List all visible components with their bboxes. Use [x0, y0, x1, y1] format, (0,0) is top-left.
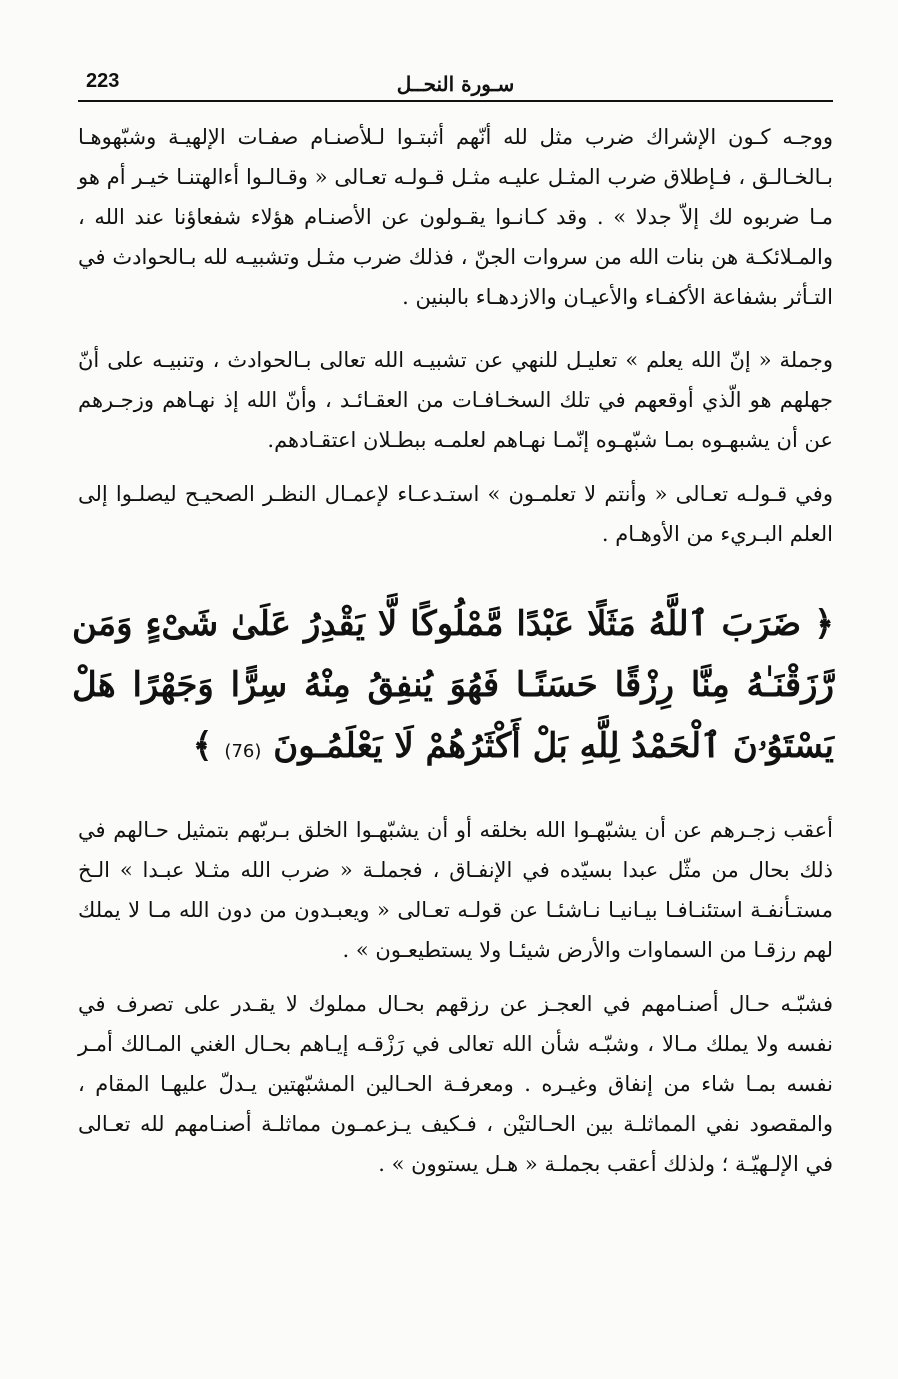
verse-close-bracket: ﴾ — [192, 726, 213, 766]
body-paragraph-1: ووجـه كـون الإشراك ضرب مثل لله أنّهم أثبتـوا لـلأصنـام صفـات الإلهيـة وشبّهوهـا بـالخـالـق ، فـإطلاق ضرب المثـل عليـه مثـل قـولـه تعـالى « وقـالـوا أءالهتنـا خيـر أم هو مـا ضربوه لك إلاّ جدلا » . وقد كـانـوا يقـولون عن الأصنـام هؤلاء شفعاؤنا عند الله ، والمـلائكـة هن بنات الله من سروات الجنّ ، فذلك ضرب مثـل وتشبيـه لله بـالحوادث في التـأثر بشفاعة الأكفـاء والأعيـان والازدهـاء بالبنين . — [78, 125, 833, 309]
verse-number: (76) — [224, 741, 262, 762]
quran-verse — [72, 594, 834, 782]
page-header — [78, 70, 833, 102]
body-paragraph-3: وفي قـولـه تعـالى « وأنتم لا تعلمـون » استـدعـاء لإعمـال النظـر الصحيـح ليصلـوا إلى العلم البـريء من الأوهـام . — [78, 482, 833, 546]
body-paragraph-2: وجملة « إنّ الله يعلم » تعليـل للنهي عن تشبيـه الله تعالى بـالحوادث ، وتنبيـه على أنّ جهلهم هو الّذي أوقعهم في تلك السخـافـات من العقـائـد ، وأنّ الله إذ نهـاهم وزجـرهم عن أن يشبهـوه بمـا شبّهـوه إنّمـا نهـاهم لعلمـه ببطـلان اعتقـادهم. — [78, 348, 833, 452]
commentary-paragraph-2: فشبّـه حـال أصنـامهم في العجـز عن رزقهم بحـال مملوك لا يقـدر على تصرف في نفسه ولا يملك مـالا ، وشبّـه شأن الله تعالى في رَزْقـه إيـاهم بحـال الغني المـالك أمـر نفسه بمـا شاء من إنفاق وغيـره . ومعرفـة الحـالين المشبّهتين يـدلّ عليهـا المقام ، والمقصود نفي المماثلـة بين الحـالتيْن ، فـكيف يـزعمـون مماثلـة أصنـامهم لله تعـالى في الإلـهيّـة ؛ ولذلك أعقب بجملـة « هـل يستوون » . — [78, 992, 834, 1176]
page-number: 223 — [86, 70, 120, 92]
running-title: سـورة النحــل — [396, 72, 515, 96]
verse-text: ﴿ ضَرَبَ ٱللَّهُ مَثَلًا عَبْدًا مَّمْلُوكًا لَّا يَقْدِرُ عَلَىٰ شَىْءٍ وَمَن رَّزَقْنَـٰهُ مِنَّا رِزْقًا حَسَنًـا فَهُوَ يُنفِقُ مِنْهُ سِرًّا وَجَهْرًا هَلْ يَسْتَوُۥنَ ٱلْحَمْدُ لِلَّهِ بَلْ أَكْثَرُهُمْ لَا يَعْلَمُـونَ — [72, 604, 834, 766]
commentary-paragraph-1: أعقب زجـرهم عن أن يشبّهـوا الله بخلقه أو أن يشبّهـوا الخلق بـربّهم بتمثيل حـالهم في ذلك بحال من مثّل عبدا بسيّده في الإنفـاق ، فجملـة « ضرب الله مثـلا عبـدا » الـخ مستـأنفـة استئنـافـا بيـانيـا نـاشئـا عن قولـه تعـالى « ويعبـدون من دون الله مـا لا يملك لهم رزقـا من السماوات والأرض شيئـا ولا يستطيعـون » . — [78, 818, 833, 962]
